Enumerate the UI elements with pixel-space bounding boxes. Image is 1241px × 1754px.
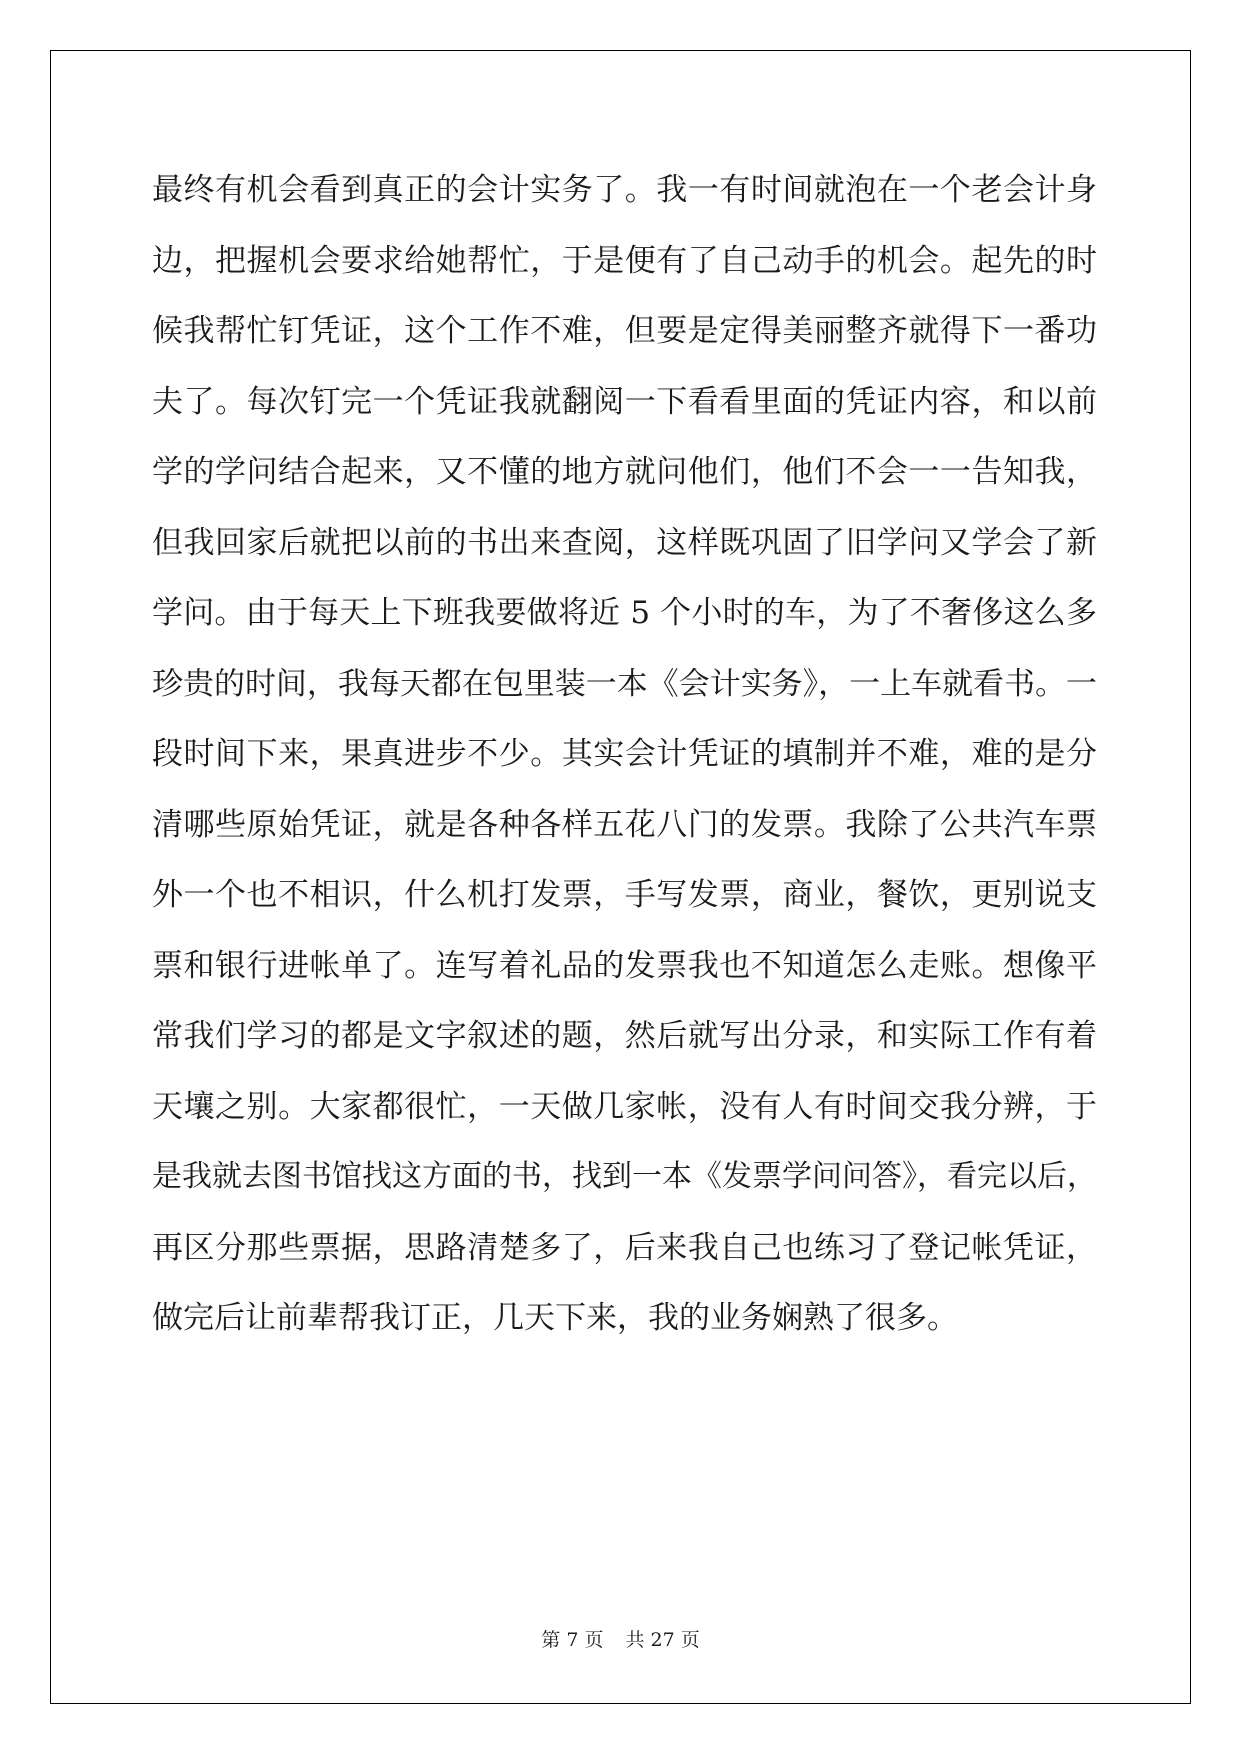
text-line: 票和银行进帐单了。连写着礼品的发票我也不知道怎么走账。想像平 [152, 947, 1097, 984]
text-line: 最终有机会看到真正的会计实务了。我一有时间就泡在一个老会计身 [152, 172, 1097, 208]
text-line: 做完后让前辈帮我订正，几天下来，我的业务娴熟了很多。 [152, 1300, 958, 1336]
text-line: 学的学问结合起来，又不懂的地方就问他们，他们不会一一告知我， [152, 454, 1097, 490]
page-total: 共 27 页 [625, 1629, 700, 1651]
text-line: 再区分那些票据，思路清楚多了，后来我自己也练习了登记帐凭证， [152, 1229, 1097, 1266]
text-line: 清哪些原始凭证，就是各种各样五花八门的发票。我除了公共汽车票 [152, 806, 1097, 843]
text-line: 候我帮忙钉凭证，这个工作不难，但要是定得美丽整齐就得下一番功 [152, 313, 1097, 349]
text-line: 学问。由于每天上下班我要做将近 5 个小时的车，为了不奢侈这么多 [152, 595, 1097, 631]
text-line: 外一个也不相识，什么机打发票，手写发票，商业，餐饮，更别说支 [152, 877, 1097, 913]
text-line: 是我就去图书馆找这方面的书，找到一本《发票学问问答》，看完以后， [152, 1159, 1097, 1194]
text-line: 常我们学习的都是文字叙述的题，然后就写出分录，和实际工作有着 [152, 1018, 1097, 1054]
text-line: 但我回家后就把以前的书出来查阅，这样既巩固了旧学问又学会了新 [152, 524, 1097, 561]
text-line: 天壤之别。大家都很忙，一天做几家帐，没有人有时间交我分辨，于 [152, 1088, 1097, 1125]
body-text [152, 155, 1097, 1354]
text-line: 边，把握机会要求给她帮忙，于是便有了自己动手的机会。起先的时 [152, 242, 1097, 279]
text-line: 夫了。每次钉完一个凭证我就翻阅一下看看里面的凭证内容，和以前 [152, 383, 1097, 420]
page-number: 第 7 页 [541, 1629, 604, 1651]
text-line: 段时间下来，果真进步不少。其实会计凭证的填制并不难，难的是分 [152, 736, 1097, 772]
page-footer [0, 1628, 1241, 1652]
text-line: 珍贵的时间，我每天都在包里装一本《会计实务》，一上车就看书。一 [152, 665, 1097, 702]
